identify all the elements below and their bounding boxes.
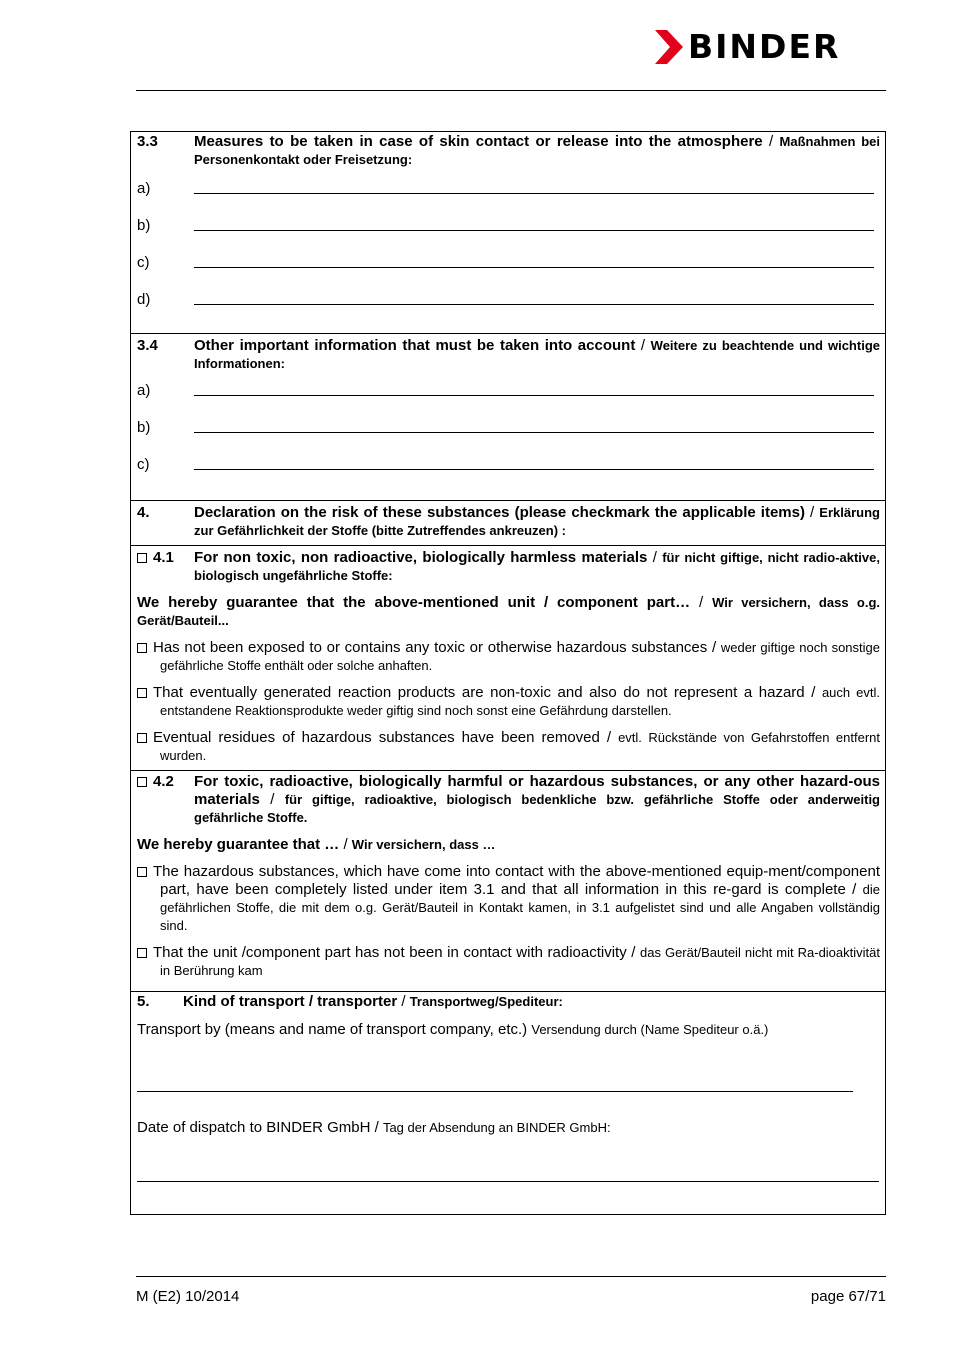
option-4-1-3: Eventual residues of hazardous substances have been removed / evtl. Rückstände von Gefahrstoffen entfernt wurden.	[137, 729, 880, 765]
checkbox-icon[interactable]	[137, 688, 147, 698]
answer-line-b[interactable]: b)	[137, 216, 880, 234]
brand-name: BINDER	[688, 27, 841, 66]
transport-input-line[interactable]	[137, 1091, 853, 1092]
checkbox-icon[interactable]	[137, 867, 147, 877]
section-title-de: Transportweg/Spediteur:	[409, 994, 563, 1009]
binder-logo	[655, 27, 841, 66]
section-number: 4.2	[153, 773, 174, 790]
answer-line-c[interactable]: c)	[137, 455, 880, 473]
answer-line-b[interactable]: b)	[137, 418, 880, 436]
dispatch-date-input-line[interactable]	[137, 1181, 879, 1182]
section-number: 3.3	[137, 133, 158, 150]
option-4-2-1: The hazardous substances, which have come into contact with the above-mentioned equip-ment/component part, have been completely listed under item 3.1 and that all information in this re-gard is complete / die gefährlichen Stoffe, die mit dem o.g. Gerät/Bauteil in Kontakt kamen, in 3.1 aufgelistet sind und alle Angaben vollständig sind.	[137, 863, 880, 935]
section-4: 4. Declaration on the risk of these substances (please checkmark the applicable items) / Erklärung zur Gefährlichkeit der Stoffe (bitte Zutreffendes ankreuzen) :	[131, 500, 885, 545]
section-title-en: Other important information that must be taken into account	[194, 337, 636, 354]
page-number: page 67/71	[810, 1288, 886, 1305]
binder-logo-arrow-icon	[655, 30, 683, 64]
section-number: 3.4	[137, 337, 158, 354]
option-4-1-1: Has not been exposed to or contains any toxic or otherwise hazardous substances / weder giftige noch sonstige gefährliche Stoffe enthält oder solche anhaften.	[137, 639, 880, 675]
guarantee-statement: We hereby guarantee that … / Wir versichern, dass …	[137, 836, 496, 853]
guarantee-statement: We hereby guarantee that the above-mentioned unit / component part… / Wir versichern, dass o.g. Gerät/Bauteil...	[137, 594, 880, 628]
section-title-en: Kind of transport / transporter	[183, 993, 398, 1010]
section-title-de: für giftige, radioaktive, biologisch bedenkliche bzw. gefährliche Stoffe oder anderweitig gefährliche Stoffe.	[194, 792, 880, 825]
header-rule	[136, 90, 886, 91]
section-4-2: 4.2 For toxic, radioactive, biologically harmful or hazardous substances, or any other hazard-ous materials / für giftige, radioaktive, biologisch bedenkliche bzw. gefährliche Stoffe oder anderweitig gefährliche Stoffe. We hereby guarantee that … / Wir versichern, dass … The hazardous substances, which have come into contact with the above-mentioned equip-ment/component part, have been completely listed under item 3.1 and that all information in this re-gard is complete / die gefährlichen Stoffe, die mit dem o.g. Gerät/Bauteil in Kontakt kamen, in 3.1 aufgelistet sind und alle Angaben vollständig sind. That the unit /component part has not been in contact with radioactivity / das Gerät/Bauteil nicht mit Ra-dioaktivität in Berührung kam	[131, 770, 885, 991]
section-title-en: For toxic, radioactive, biologically harmful or hazardous substances, or any other hazard-ous materials	[194, 773, 880, 808]
section-number: 4.	[137, 504, 150, 521]
section-5: 5. Kind of transport / transporter / Transportweg/Spediteur: Transport by (means and name of transport company, etc.) Versendung durch (Name Spediteur o.ä.) Date of dispatch to BINDER GmbH / Tag der Absendung an BINDER GmbH:	[131, 991, 885, 1214]
declaration-form	[130, 131, 886, 1215]
section-title-en: Declaration on the risk of these substances (please checkmark the applicable items)	[194, 504, 805, 521]
footer-rule	[136, 1276, 886, 1277]
checkbox-4-1[interactable]	[137, 553, 147, 563]
section-title-de: Maßnahmen bei Personenkontakt oder Freisetzung:	[194, 134, 880, 167]
section-3-3-header: 3.3 Measures to be taken in case of skin contact or release into the atmosphere / Maßnahmen bei Personenkontakt oder Freisetzung:	[137, 133, 880, 167]
answer-line-a[interactable]: a)	[137, 179, 880, 197]
section-3-4: 3.4 Other important information that must be taken into account / Weitere zu beachtende und wichtige Informationen: a) b) c)	[131, 333, 885, 500]
section-number: 5.	[137, 993, 150, 1010]
section-title-en: Measures to be taken in case of skin contact or release into the atmosphere	[194, 133, 763, 150]
checkbox-icon[interactable]	[137, 643, 147, 653]
answer-line-c[interactable]: c)	[137, 253, 880, 271]
dispatch-date-label: Date of dispatch to BINDER GmbH / Tag der Absendung an BINDER GmbH:	[137, 1119, 611, 1136]
option-4-1-2: That eventually generated reaction products are non-toxic and also do not represent a hazard / auch evtl. entstandene Reaktionsprodukte weder giftig sind noch sonst eine Gefährdung darstellen.	[137, 684, 880, 720]
section-title-de: für nicht giftige, nicht radio-aktive, biologisch ungefährliche Stoffe:	[194, 550, 880, 583]
section-title-en: For non toxic, non radioactive, biologically harmless materials	[194, 549, 648, 566]
checkbox-icon[interactable]	[137, 733, 147, 743]
section-title-de: Weitere zu beachtende und wichtige Informationen:	[194, 338, 880, 371]
option-4-2-2: That the unit /component part has not been in contact with radioactivity / das Gerät/Bauteil nicht mit Ra-dioaktivität in Berührung kam	[137, 944, 880, 980]
transport-label: Transport by (means and name of transport company, etc.) Versendung durch (Name Spediteur o.ä.)	[137, 1021, 769, 1038]
answer-line-d[interactable]: d)	[137, 290, 880, 308]
section-title-de: Erklärung zur Gefährlichkeit der Stoffe (bitte Zutreffendes ankreuzen) :	[194, 505, 880, 538]
section-3-3	[131, 132, 885, 333]
section-4-1: 4.1 For non toxic, non radioactive, biologically harmless materials / für nicht giftige, nicht radio-aktive, biologisch ungefährliche Stoffe: We hereby guarantee that the above-mentioned unit / component part… / Wir versichern, dass o.g. Gerät/Bauteil... Has not been exposed to or contains any toxic or otherwise hazardous substances / weder giftige noch sonstige gefährliche Stoffe enthält oder solche anhaften. That eventually generated reaction products are non-toxic and also do not represent a hazard / auch evtl. entstandene Reaktionsprodukte weder giftig sind noch sonst eine Gefährdung darstellen. Eventual residues of hazardous substances have been removed / evtl. Rückstände von Gefahrstoffen entfernt wurden.	[131, 545, 885, 770]
checkbox-4-2[interactable]	[137, 777, 147, 787]
checkbox-icon[interactable]	[137, 948, 147, 958]
answer-line-a[interactable]: a)	[137, 381, 880, 399]
document-id: M (E2) 10/2014	[136, 1288, 240, 1305]
section-number: 4.1	[153, 549, 174, 566]
